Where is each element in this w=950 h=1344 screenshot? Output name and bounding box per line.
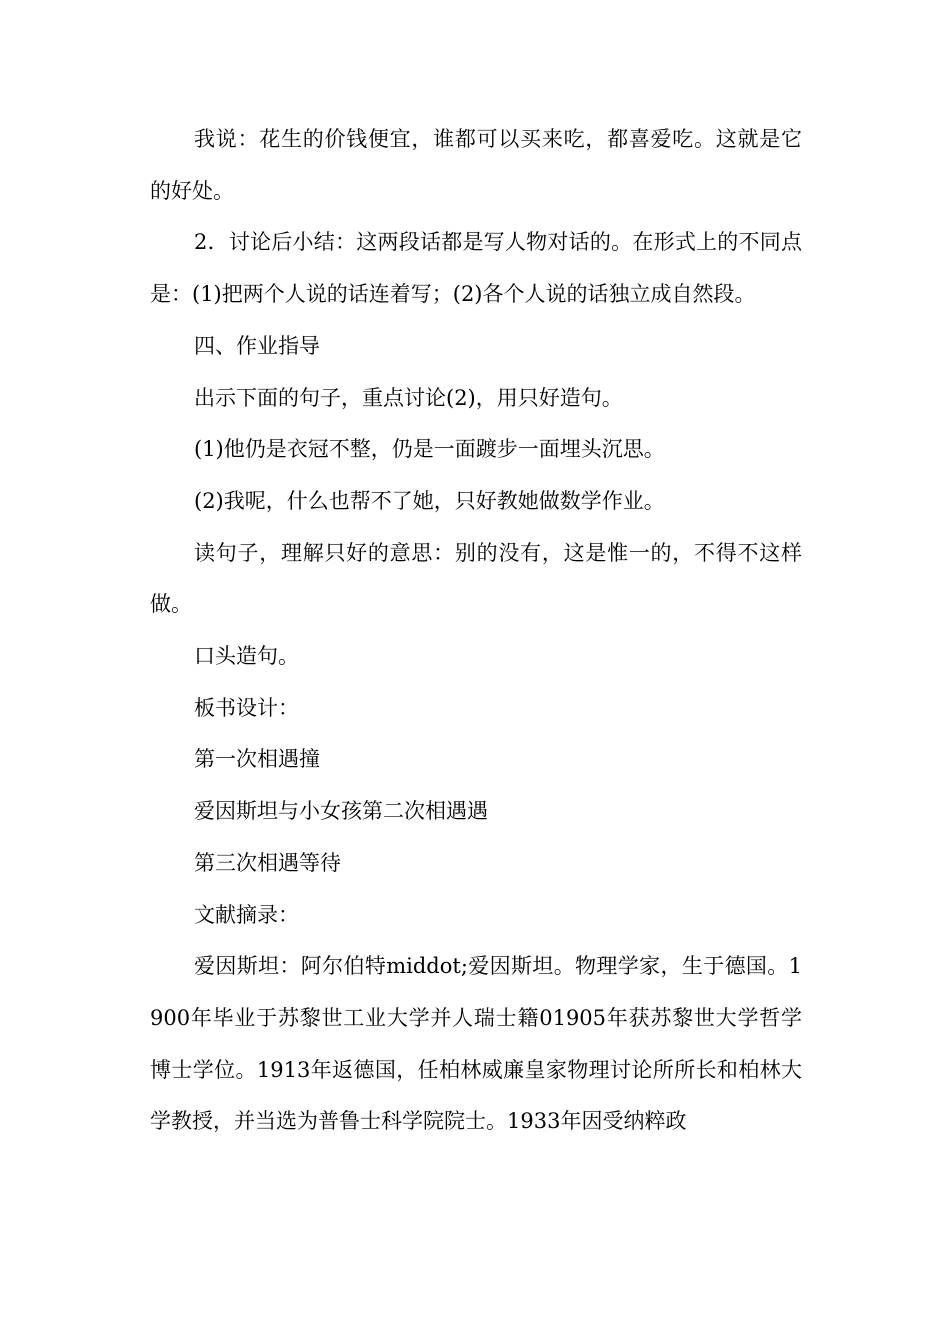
paragraph-oral-sentence: 口头造句。: [194, 644, 299, 669]
blackboard-line-3: 第三次相遇等待: [194, 850, 341, 875]
section-heading-homework: 四、作业指导: [194, 333, 320, 358]
blackboard-design-heading: 板书设计：: [194, 695, 299, 720]
blackboard-line-2: 爱因斯坦与小女孩第二次相遇遇: [194, 799, 488, 824]
paragraph-discussion-summary: 2．讨论后小结：这两段话都是写人物对话的。在形式上的不同点是：(1)把两个人说的话连着写；(2)各个人说的话独立成自然段。: [150, 230, 802, 307]
paragraph-peanut-cheap: 我说：花生的价钱便宜，谁都可以买来吃，都喜爱吃。这就是它的好处。: [150, 127, 802, 203]
paragraph-show-sentences: 出示下面的句子，重点讨论(2)，用只好造句。: [194, 385, 623, 410]
document-body: [150, 114, 802, 1148]
example-sentence-2: (2)我呢，什么也帮不了她，只好教她做数学作业。: [194, 488, 665, 513]
paragraph-einstein-bio: 爱因斯坦：阿尔伯特middot;爱因斯坦。物理学家，生于德国。1900年毕业于苏黎世工业大学并人瑞士籍01905年获苏黎世大学哲学博士学位。1913年返德国，任柏林威廉皇家物理讨论所所长和柏林大学教授，并当选为普鲁士科学院院士。1933年因受纳粹政: [150, 954, 802, 1134]
blackboard-line-1: 第一次相遇撞: [194, 747, 320, 772]
paragraph-read-sentences: 读句子，理解只好的意思：别的没有，这是惟一的，不得不这样做。: [150, 540, 802, 617]
example-sentence-1: (1)他仍是衣冠不整，仍是一面踱步一面埋头沉思。: [194, 437, 665, 462]
literature-excerpt-heading: 文献摘录：: [194, 902, 299, 927]
